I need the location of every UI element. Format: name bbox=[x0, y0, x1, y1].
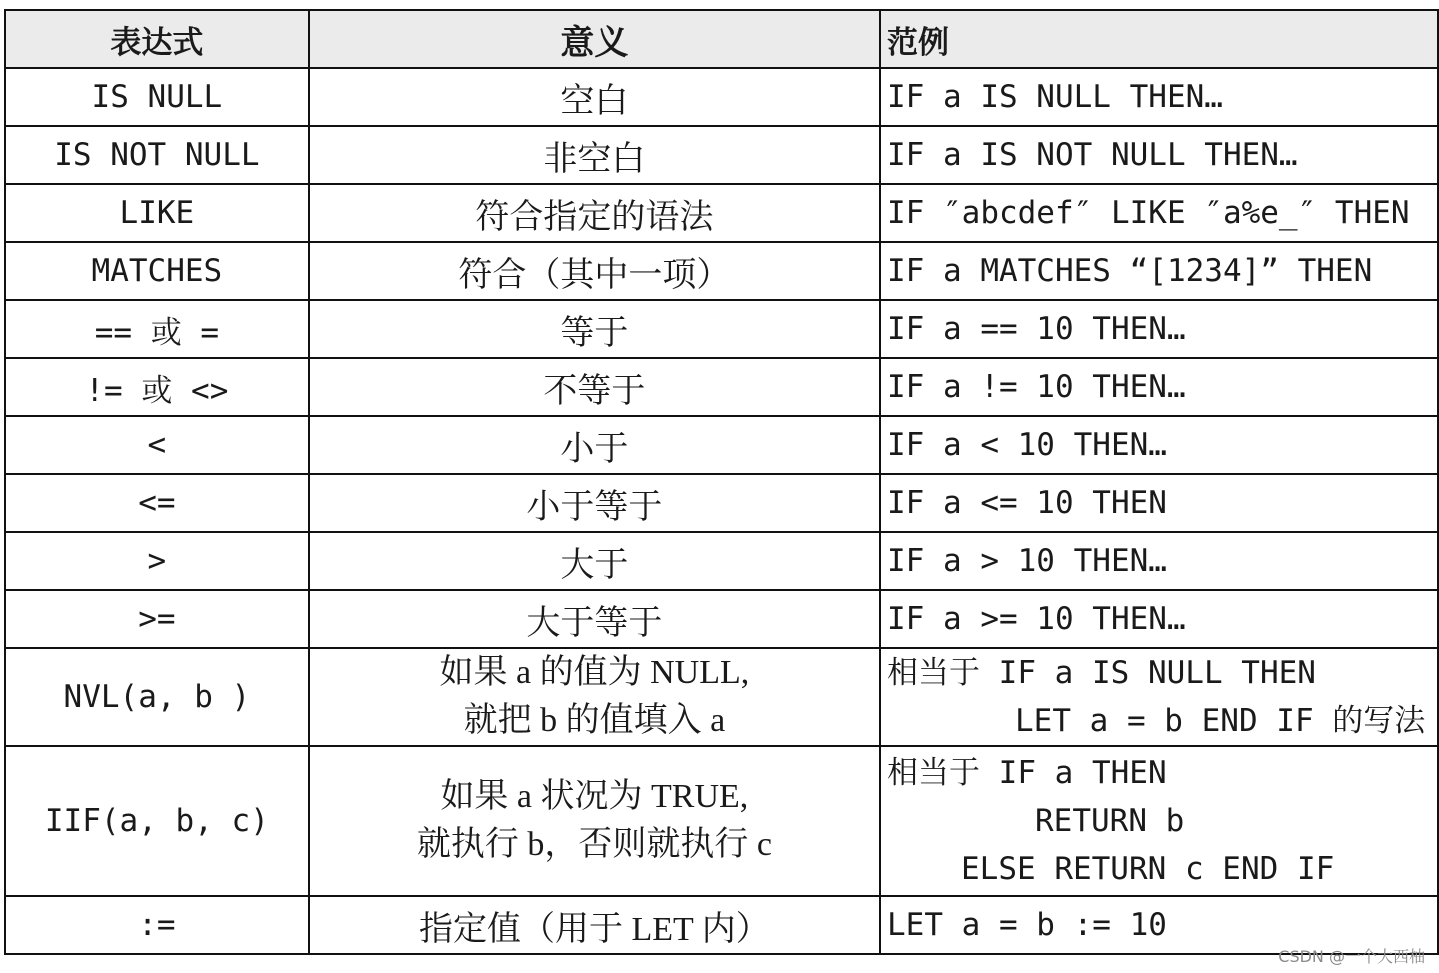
meaning-line: 就把 b 的值填入 a bbox=[463, 702, 726, 739]
example-cell: IF a <= 10 THEN bbox=[880, 474, 1438, 532]
expr-cell: := bbox=[5, 896, 309, 954]
expr-cell: NVL(a, b ) bbox=[5, 648, 309, 746]
example-cell: IF a != 10 THEN… bbox=[880, 358, 1438, 416]
expr-cell: != 或 <> bbox=[5, 358, 309, 416]
table-row bbox=[5, 746, 1438, 896]
example-cell: LET a = b := 10 bbox=[880, 896, 1438, 954]
meaning-cell: 不等于 bbox=[309, 358, 880, 416]
meaning-cell: 小于等于 bbox=[309, 474, 880, 532]
meaning-cell: 等于 bbox=[309, 300, 880, 358]
example-cell: IF a < 10 THEN… bbox=[880, 416, 1438, 474]
meaning-cell: 指定值（用于 LET 内） bbox=[309, 896, 880, 954]
expr-cell: >= bbox=[5, 590, 309, 648]
example-cell: IF a >= 10 THEN… bbox=[880, 590, 1438, 648]
watermark: CSDN @一个大西柚 bbox=[1278, 947, 1425, 966]
meaning-cell: 小于 bbox=[309, 416, 880, 474]
table-row bbox=[5, 648, 1438, 746]
expr-cell: LIKE bbox=[5, 184, 309, 242]
meaning-cell: 大于 bbox=[309, 532, 880, 590]
example-cell bbox=[880, 648, 1438, 746]
meaning-cell: 非空白 bbox=[309, 126, 880, 184]
table-row bbox=[5, 590, 1438, 648]
example-line: RETURN b bbox=[1035, 803, 1185, 839]
expr-cell: IS NOT NULL bbox=[5, 126, 309, 184]
meaning-cell: 空白 bbox=[309, 68, 880, 126]
meaning-line: 就执行 b，否则就执行 c bbox=[416, 826, 772, 863]
example-cell: IF a == 10 THEN… bbox=[880, 300, 1438, 358]
example-line: 相当于 IF a IS NULL THEN bbox=[887, 655, 1316, 691]
table-row bbox=[5, 474, 1438, 532]
table-row bbox=[5, 896, 1438, 954]
header-example: 范例 bbox=[880, 10, 1438, 68]
expr-cell: > bbox=[5, 532, 309, 590]
example-cell: IF a > 10 THEN… bbox=[880, 532, 1438, 590]
table-row bbox=[5, 532, 1438, 590]
meaning-line: 如果 a 的值为 NULL, bbox=[439, 654, 750, 691]
meaning-cell: 符合指定的语法 bbox=[309, 184, 880, 242]
example-cell: IF a IS NULL THEN… bbox=[880, 68, 1438, 126]
example-cell: IF a MATCHES “[1234]” THEN bbox=[880, 242, 1438, 300]
operator-table bbox=[4, 9, 1439, 955]
meaning-cell: 符合（其中一项） bbox=[309, 242, 880, 300]
expr-cell: < bbox=[5, 416, 309, 474]
example-line: ELSE RETURN c END IF bbox=[961, 851, 1335, 887]
table-row bbox=[5, 242, 1438, 300]
meaning-cell bbox=[309, 648, 880, 746]
expr-cell: == 或 = bbox=[5, 300, 309, 358]
expr-cell: IS NULL bbox=[5, 68, 309, 126]
example-cell: IF a IS NOT NULL THEN… bbox=[880, 126, 1438, 184]
table-row bbox=[5, 300, 1438, 358]
table-row bbox=[5, 126, 1438, 184]
expr-cell: IIF(a, b, c) bbox=[5, 746, 309, 896]
meaning-cell: 大于等于 bbox=[309, 590, 880, 648]
example-line: 相当于 IF a THEN bbox=[887, 755, 1167, 791]
table-row bbox=[5, 358, 1438, 416]
header-expression: 表达式 bbox=[5, 10, 309, 68]
expr-cell: MATCHES bbox=[5, 242, 309, 300]
meaning-line: 如果 a 状况为 TRUE, bbox=[440, 778, 749, 815]
meaning-cell bbox=[309, 746, 880, 896]
example-cell: IF ″abcdef″ LIKE ″a%e_″ THEN bbox=[880, 184, 1438, 242]
header-meaning: 意义 bbox=[309, 10, 880, 68]
table-header-row bbox=[5, 10, 1438, 68]
example-cell bbox=[880, 746, 1438, 896]
table-row bbox=[5, 68, 1438, 126]
example-line: LET a = b END IF 的写法 bbox=[1015, 703, 1426, 739]
expr-cell: <= bbox=[5, 474, 309, 532]
table-row bbox=[5, 184, 1438, 242]
table-row bbox=[5, 416, 1438, 474]
